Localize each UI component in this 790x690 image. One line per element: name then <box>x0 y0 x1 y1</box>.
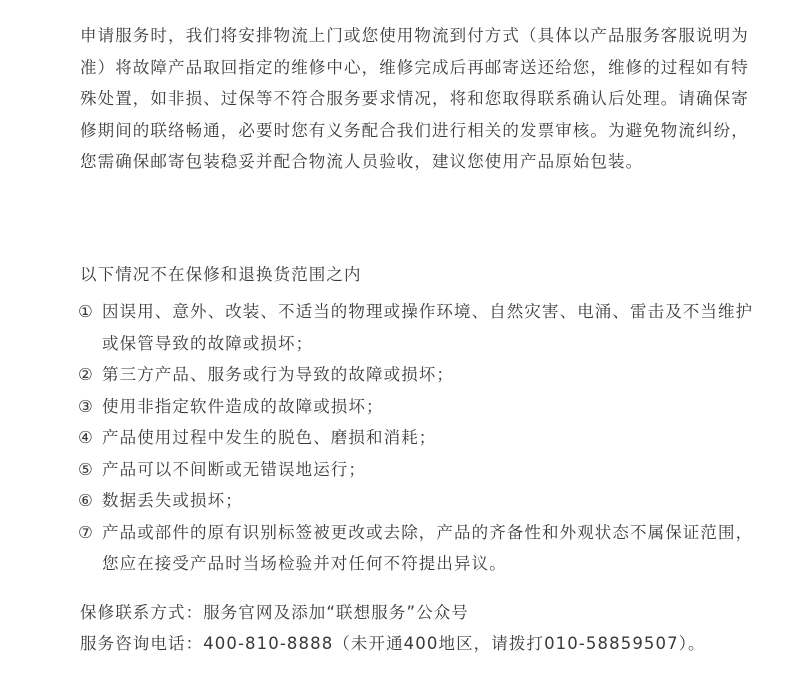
list-item <box>78 454 768 486</box>
contact-method: 保修联系方式：服务官网及添加“联想服务”公众号 <box>80 603 469 622</box>
item-text: 产品或部件的原有识别标签被更改或去除，产品的齐备性和外观状态不属保证范围，您应在接受产品时当场检验并对任何不符提出异议。 <box>102 522 754 573</box>
list-item <box>78 391 768 423</box>
service-phone: 服务咨询电话：400-810-8888（未开通400地区，请拨打010-58859507）。 <box>80 634 706 653</box>
item-number: ② <box>78 365 94 384</box>
list-item <box>78 422 768 454</box>
item-number: ⑤ <box>78 459 94 479</box>
exclusions-heading: 以下情况不在保修和退换货范围之内 <box>80 265 362 284</box>
item-number: ① <box>78 302 94 321</box>
exclusions-list <box>78 296 768 580</box>
list-item <box>78 359 768 391</box>
item-number: ④ <box>78 428 94 447</box>
item-text: 因误用、意外、改装、不适当的物理或操作环境、自然灾害、电涌、雷击及不当维护或保管导致的故障或损坏； <box>102 302 754 353</box>
list-item <box>78 485 768 517</box>
item-text: 产品可以不间断或无错误地运行； <box>102 459 366 479</box>
item-number: ⑥ <box>78 491 94 510</box>
contact-info <box>80 597 706 659</box>
item-text: 使用非指定软件造成的故障或损坏； <box>102 396 384 416</box>
item-text: 第三方产品、服务或行为导致的故障或损坏； <box>102 365 454 384</box>
item-text: 产品使用过程中发生的脱色、磨损和消耗； <box>102 428 437 447</box>
item-number: ⑦ <box>78 522 94 542</box>
intro-paragraph: 申请服务时，我们将安排物流上门或您使用物流到付方式（具体以产品服务客服说明为准）将故障产品取回指定的维修中心，维修完成后再邮寄送还给您，维修的过程如有特殊处置，如非损、过保等不符合服务要求情况，将和您取得联系确认后处理。请确保寄修期间的联络畅通，必要时您有义务配合我们进行相关的发票审核。为避免物流纠纷，您需确保邮寄包装稳妥并配合物流人员验收，建议您使用产品原始包装。 <box>80 26 749 171</box>
list-item <box>78 296 768 359</box>
list-item <box>78 517 768 580</box>
item-number: ③ <box>78 396 94 416</box>
item-text: 数据丢失或损坏； <box>102 491 243 510</box>
